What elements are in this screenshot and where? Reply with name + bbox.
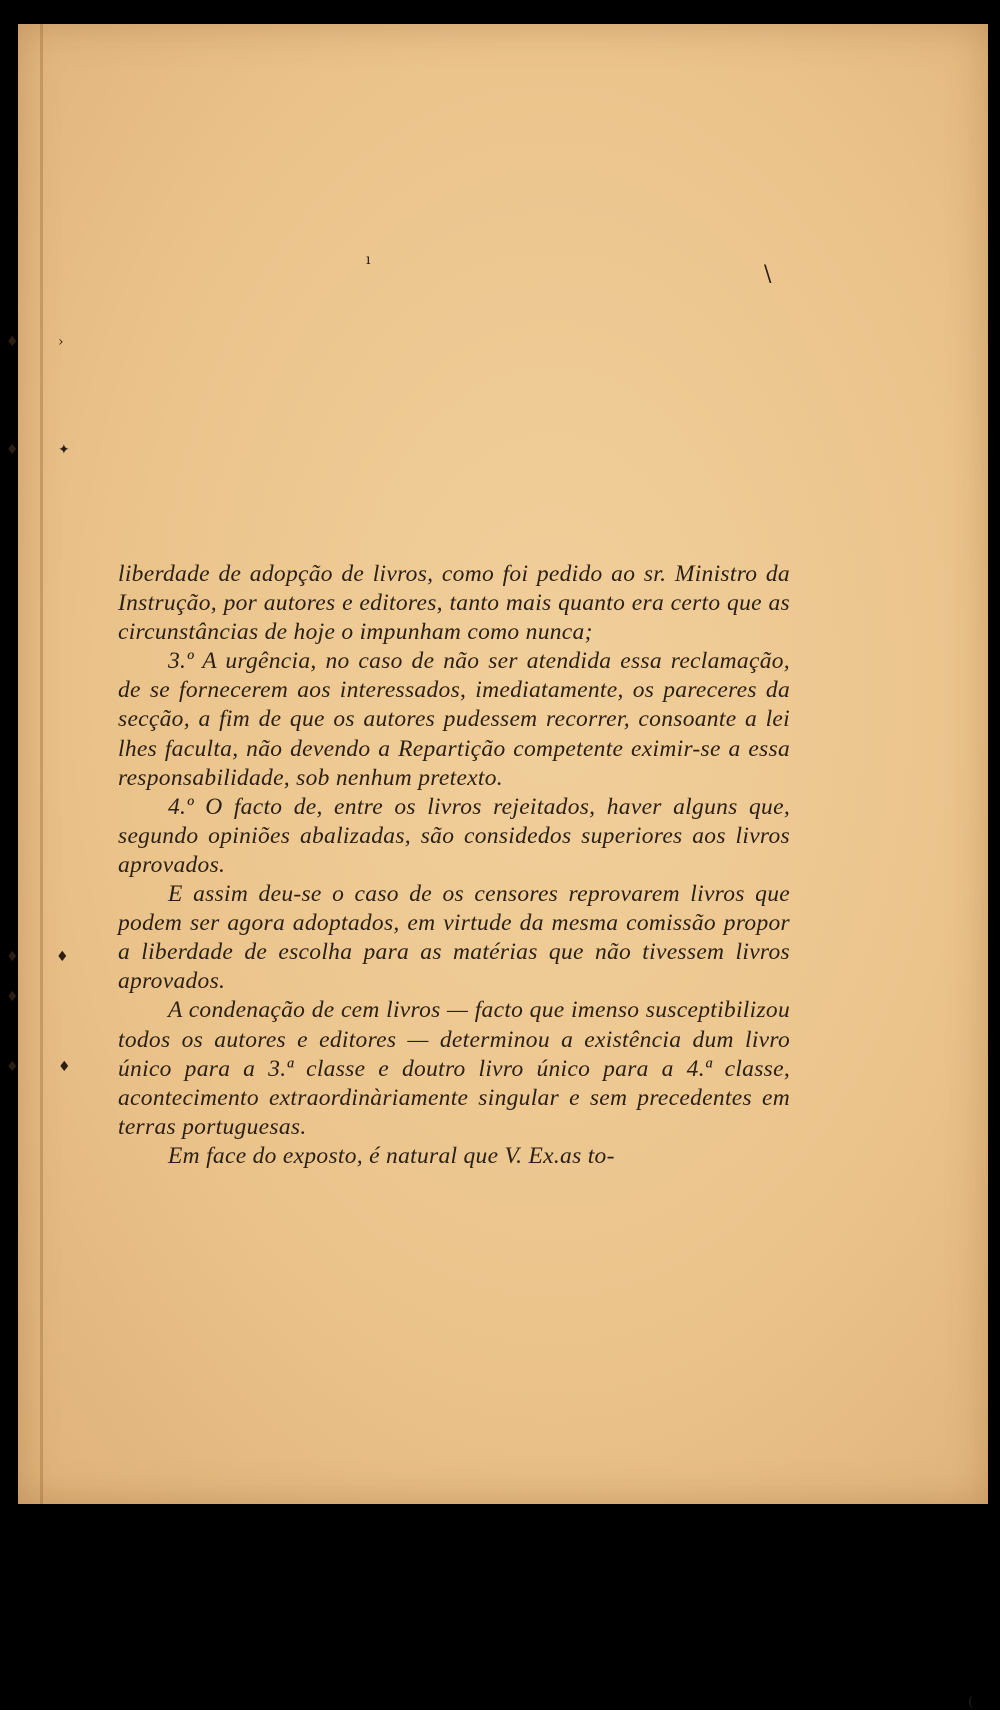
binding-mark: ♦ [6,1059,19,1075]
paragraph: A condenação de cem livros — facto que imenso susceptibilizou todos os autores e editores — determinou a existência dum livro único para a 3.ª classe e doutro livro único para a 4.ª classe, acontecimento extraordinàriamente singular e sem precedentes em terras portuguesas. [118,997,790,1140]
paragraph: 3.º A urgência, no caso de não ser atendida essa reclamação, de se fornecerem aos interessados, imediatamente, os pareceres da secção, a fim de que os autores pudessem recorrer, consoante a lei lhes faculta, não devendo a Repartição competente eximir-se a essa responsabilidade, sob nenhum pretexto. [118,648,790,791]
binding-mark: ♦ [58,1059,71,1075]
binding-mark: ♦ [6,334,19,350]
binding-mark: ♦ [6,442,19,458]
binding-mark: › [58,334,64,350]
speck: \ [764,262,772,287]
body-text [118,560,790,1171]
speck: ( [968,1694,974,1710]
binding-mark: ♦ [6,989,19,1005]
paragraph: 4.º O facto de, entre os livros rejeitados, haver alguns que, segundo opiniões abalizadas, são considedos superiores aos livros aprovados. [118,793,790,878]
paragraph: liberdade de adopção de livros, como foi pedido ao sr. Ministro da Instrução, por autores e editores, tanto mais quanto era certo que as circunstâncias de hoje o impunham como nunca; [118,561,790,646]
binding-mark: ♦ [6,949,19,965]
binding-mark: ♦ [56,949,69,965]
speck: ı [366,252,371,268]
binding-mark: ✦ [58,442,70,458]
paragraph: Em face do exposto, é natural que V. Ex.as to- [168,1142,615,1169]
paragraph: E assim deu-se o caso de os censores reprovarem livros que podem ser agora adoptados, em virtude da mesma comissão propor a liberdade de escolha para as matérias que não tivessem livros aprovados. [118,881,790,995]
